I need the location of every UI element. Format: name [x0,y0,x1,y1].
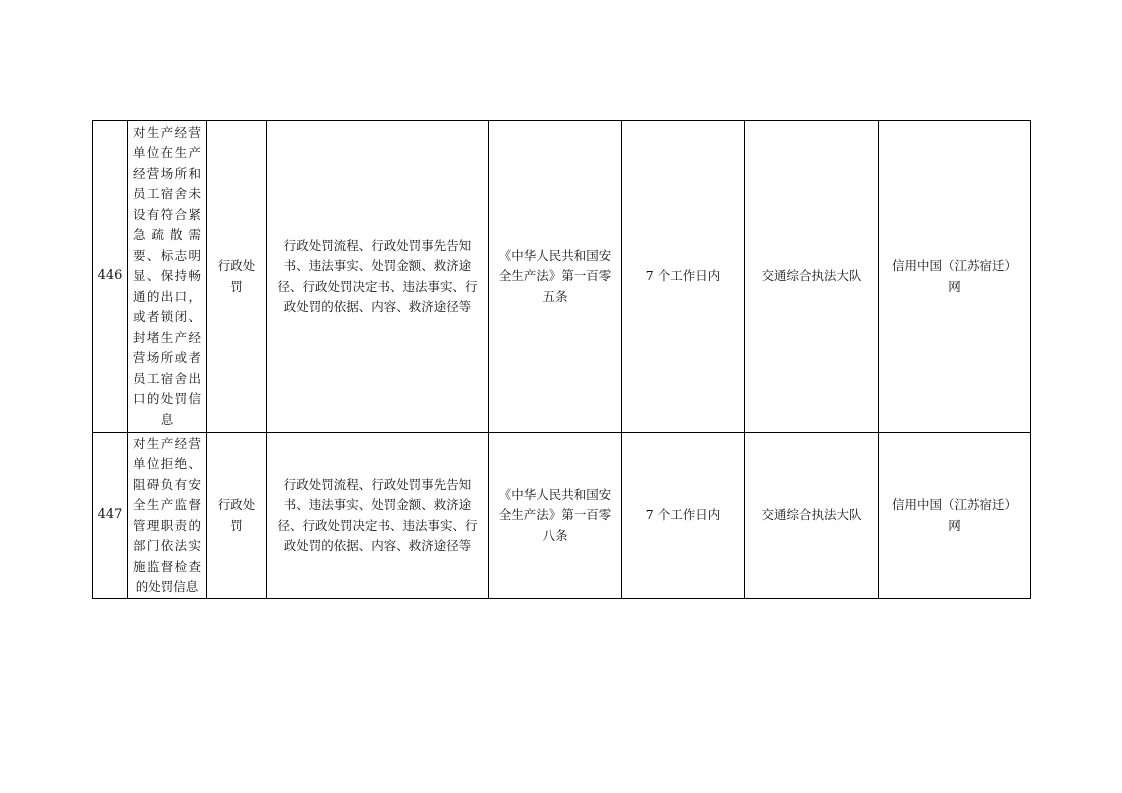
disclosure-content: 行政处罚流程、行政处罚事先告知书、违法事实、处罚金额、救济途径、行政处罚决定书、违法事实、行政处罚的依据、内容、救济途径等 [277,237,478,314]
item-type-cell [207,121,267,433]
item-name: 对生产经营单位在生产经营场所和员工宿舍未设有符合紧急疏散需要、标志明显、保持畅通的出口，或者锁闭、封堵生产经营场所或者员工宿舍出口的处罚信息 [133,124,201,427]
disclosure-content-cell [267,433,489,599]
publish-channel: 信用中国（江苏宿迁）网 [891,258,1017,294]
legal-basis: 《中华人民共和国安全生产法》第一百零五条 [498,247,612,304]
legal-basis: 《中华人民共和国安全生产法》第一百零八条 [498,486,612,543]
responsible-department: 交通综合执法大队 [745,121,879,433]
table-row [93,121,1031,433]
responsible-department: 交通综合执法大队 [745,433,879,599]
item-type-cell [207,433,267,599]
publish-channel: 信用中国（江苏宿迁）网 [891,497,1017,533]
publish-channel-cell [879,121,1031,433]
row-number: 446 [93,121,128,433]
item-name-cell [128,433,207,599]
item-name: 对生产经营单位拒绝、阻碍负有安全生产监督管理职责的部门依法实施监督检查的处罚信息 [133,435,201,594]
item-type: 行政处罚 [217,258,256,294]
legal-basis-cell [489,121,622,433]
timeframe: 7 个工作日内 [622,433,745,599]
disclosure-content-cell [267,121,489,433]
disclosure-table [92,120,1031,599]
disclosure-content: 行政处罚流程、行政处罚事先告知书、违法事实、处罚金额、救济途径、行政处罚决定书、违法事实、行政处罚的依据、内容、救济途径等 [277,476,478,553]
publish-channel-cell [879,433,1031,599]
table-row [93,433,1031,599]
legal-basis-cell [489,433,622,599]
timeframe: 7 个工作日内 [622,121,745,433]
item-type: 行政处罚 [217,497,256,533]
item-name-cell [128,121,207,433]
row-number: 447 [93,433,128,599]
